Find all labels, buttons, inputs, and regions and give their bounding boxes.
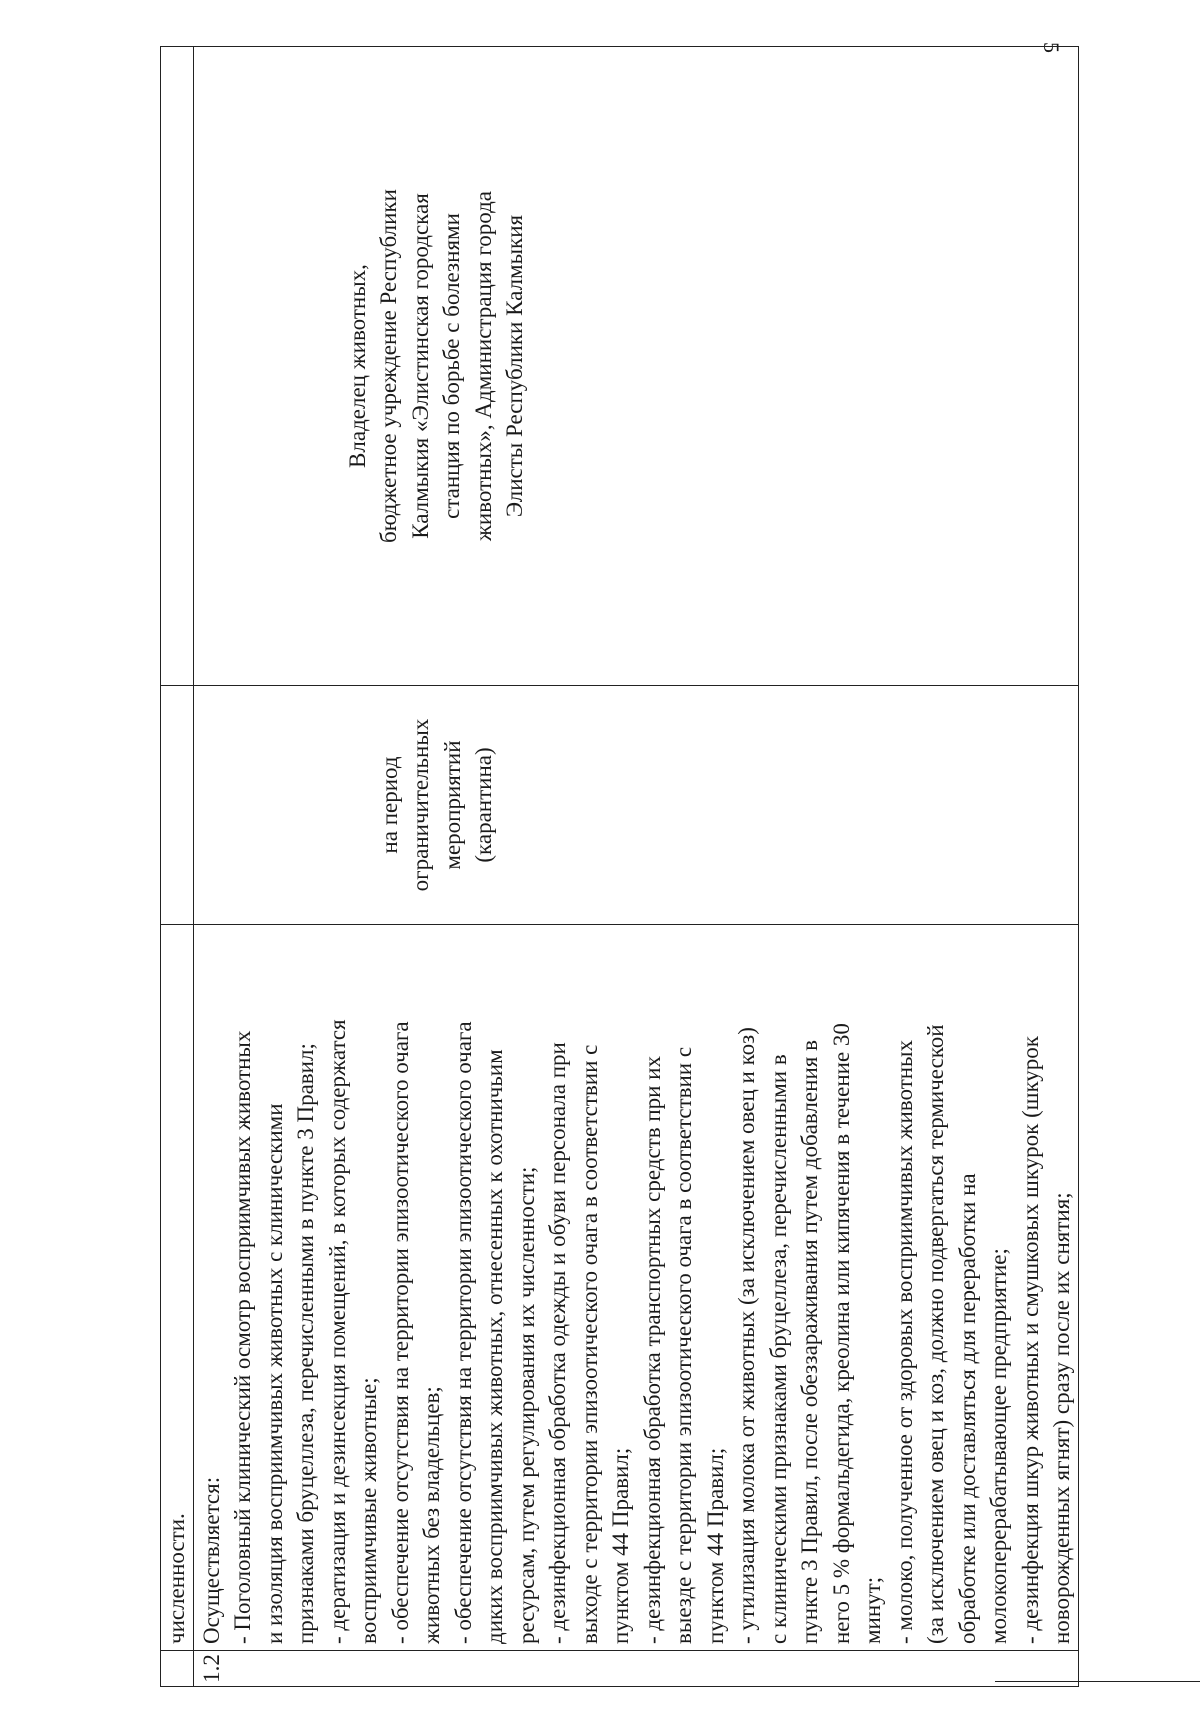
term-line: мероприятий [439,740,465,870]
measure-line: - молоко, полученное от здоровых восприимчивых животных [891,1039,917,1644]
measure-line: обработке или доставляться для переработки на [954,1173,980,1644]
measure-line: - обеспечение отсутствия на территории эпизоотического очага [450,1021,476,1644]
measure-line: него 5 % формальдегида, креолина или кипячения в течение 30 [828,1023,854,1644]
measure-line: молокоперерабатывающее предприятие; [986,1248,1011,1644]
measure-line: - дезинфекционная обработка одежды и обуви персонала при [545,1042,570,1644]
prev-measure-cell: численности. [161,925,194,1651]
page-number: 5 [1039,42,1064,53]
row-number: 1.2 [193,1651,1078,1687]
measure-line: и изоляция восприимчивых животных с клиническими [261,1103,287,1644]
prev-term-cell [161,686,194,925]
measure-line: - дезинфекционная обработка транспортных средств при их [639,1056,665,1644]
measure-line: (за исключением овец и коз, должно подвергаться термической [923,1024,948,1644]
term-line: на период [376,756,402,854]
prev-responsible-cell [161,47,194,686]
measure-line: выезде с территории эпизоотического очага в соответствии с [671,1046,696,1644]
measure-line: Осуществляется: [198,1476,224,1644]
measure-line: с клиническими признаками бруцеллеза, перечисленными в [765,1054,791,1644]
measure-cell [193,925,1078,1651]
responsible-line: Элисты Республики Калмыкия [502,214,527,518]
responsible-line: Калмыкия «Элистинская городская [407,193,433,539]
term-cell [193,686,1078,925]
measure-line: диких восприимчивых животных, отнесенных к охотничьим [482,1049,507,1644]
responsible-line: Владелец животных, [344,264,370,468]
responsible-line: бюджетное учреждение Республики [376,189,401,543]
measure-line: - дезинфекция шкур животных и смушковых шкурок (шкурок [1017,1036,1043,1644]
prev-num-cell [161,1651,194,1687]
measure-line: ресурсам, путем регулирования их численности; [513,1166,539,1644]
measure-line: - Поголовный клинический осмотр восприимчивых животных [230,1030,255,1644]
measure-line: пунктом 44 Правил; [608,1447,633,1644]
measure-line: выходе с территории эпизоотического очага в соответствии с [576,1044,602,1644]
term-line: ограничительных [408,718,433,892]
measure-line: новорожденных ягнят) сразу после их снятия; [1049,1192,1074,1644]
measure-line: пунктом 44 Правил; [702,1447,728,1644]
measure-line: пункте 3 Правил, после обеззараживания путем добавления в [797,1040,822,1644]
table-row-previous [161,47,194,1687]
measure-line: - обеспечение отсутствия на территории эпизоотического очага [387,1021,413,1644]
measures-table [160,46,1079,1687]
responsible-line: станция по борьбе с болезнями [439,213,464,519]
term-line: (карантина) [471,747,496,863]
bottom-rule [995,1681,1200,1682]
table-row [193,47,1078,1687]
responsible-line: животных», Администрация города [470,191,496,542]
measure-line: - утилизация молока от животных (за исключением овец и коз) [734,1027,759,1644]
measure-line: животных без владельцев; [419,1386,444,1644]
measure-line: - дератизация и дезинсекция помещений, в которых содержатся [324,1019,350,1644]
measure-line: признаками бруцеллеза, перечисленными в пункте 3 Правил; [293,1043,318,1644]
measure-line: минут; [860,1576,885,1644]
responsible-cell [193,47,1078,686]
measure-line: восприимчивые животные; [356,1377,381,1644]
rotated-table-wrapper [160,47,1074,1687]
